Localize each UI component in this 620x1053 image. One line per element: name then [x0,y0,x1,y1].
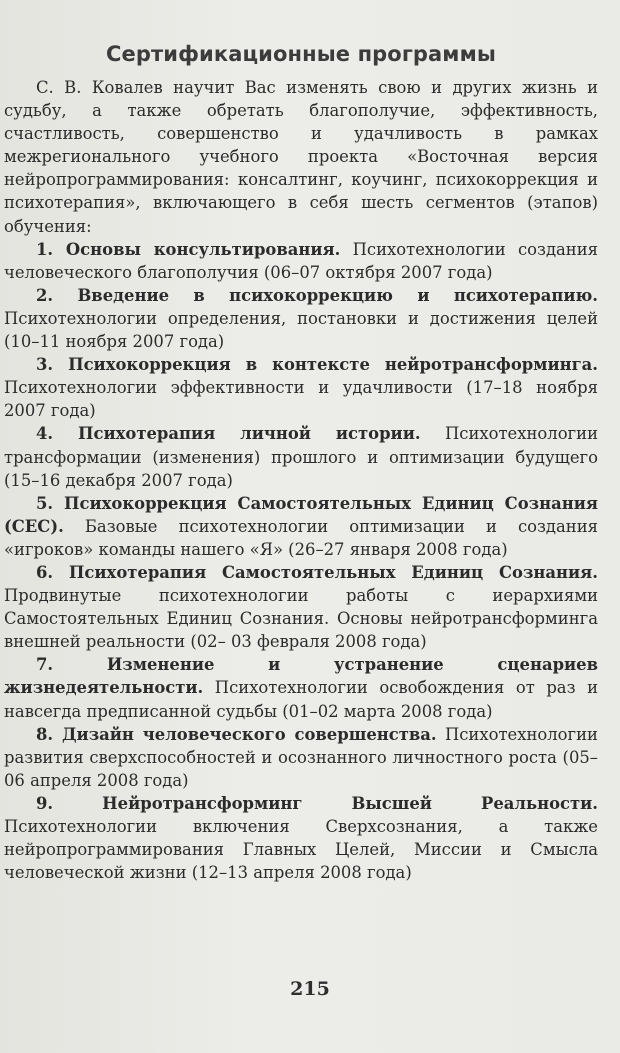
program-item-1 [4,238,598,284]
program-item-9 [4,792,598,884]
program-item-text: Психотехнологии эффективности и удачливости (17–18 ноября 2007 года) [4,378,598,421]
page-heading: Сертификационные программы [106,42,496,66]
page-body [4,76,598,884]
program-item-text: Базовые психотехнологии оптимизации и создания «игроков» команды нашего «Я» (26–27 января 2008 года) [4,516,598,559]
program-item-title: 2. Введение в психокоррекцию и психотерапию. [36,285,598,305]
program-item-text: Психотехнологии развития сверхспособностей и осознанного личностного роста (05–06 апреля 2008 года) [4,724,598,790]
page-number: 215 [290,978,330,1000]
program-item-4 [4,422,598,491]
program-item-text: Психотехнологии освобождения от раз и навсегда предписанной судьбы (01–02 марта 2008 года) [4,678,598,721]
program-item-title: 6. Психотерапия Самостоятельных Единиц Сознания. [36,562,598,582]
program-item-8 [4,723,598,792]
program-item-title: 9. Нейротрансформинг Высшей Реальности. [36,793,598,813]
program-item-title: 8. Дизайн человеческого совершенства. [36,724,437,744]
program-item-text: Психотехнологии создания человеческого благополучия (06–07 октября 2007 года) [4,239,598,282]
program-item-title: 7. Изменение и устранение сценариев жизнедеятельности. [4,655,598,698]
program-item-2 [4,284,598,353]
program-item-7 [4,653,598,722]
program-item-title: 1. Основы консультирования. [36,239,341,259]
program-item-5 [4,492,598,561]
program-item-title: 5. Психокоррекция Самостоятельных Единиц Сознания (СЕС). [4,493,598,536]
intro-paragraph: С. В. Ковалев научит Вас изменять свою и других жизнь и судьбу, а также обретать благополучие, эффективность, счастливость, совершенство и удачливость в рамках межрегионального учебного проекта «Восточная версия нейропрограммирования: консалтинг, коучинг, психокоррекция и психотерапия», включающего в себя шесть сегментов (этапов) обучения: [4,78,598,236]
program-item-title: 3. Психокоррекция в контексте нейротрансформинга. [36,355,598,375]
program-item-6 [4,561,598,653]
program-item-title: 4. Психотерапия личной истории. [36,424,421,444]
program-item-text: Психотехнологии определения, постановки и достижения целей (10–11 ноября 2007 года) [4,308,598,352]
program-item-text: Психотехнологии трансформации (изменения) прошлого и оптимизации будущего (15–16 декабря 2007 года) [4,424,598,490]
program-item-text: Психотехнологии включения Сверхсознания, а также нейропрограммирования Главных Целей, Миссии и Смысла человеческой жизни (12–13 апреля 2008 года) [4,817,598,883]
program-item-text: Продвинутые психотехнологии работы с иерархиями Самостоятельных Единиц Сознания. Основы нейротрансформинга внешней реальности (02– 03 февраля 2008 года) [4,586,598,652]
program-item-3 [4,353,598,422]
